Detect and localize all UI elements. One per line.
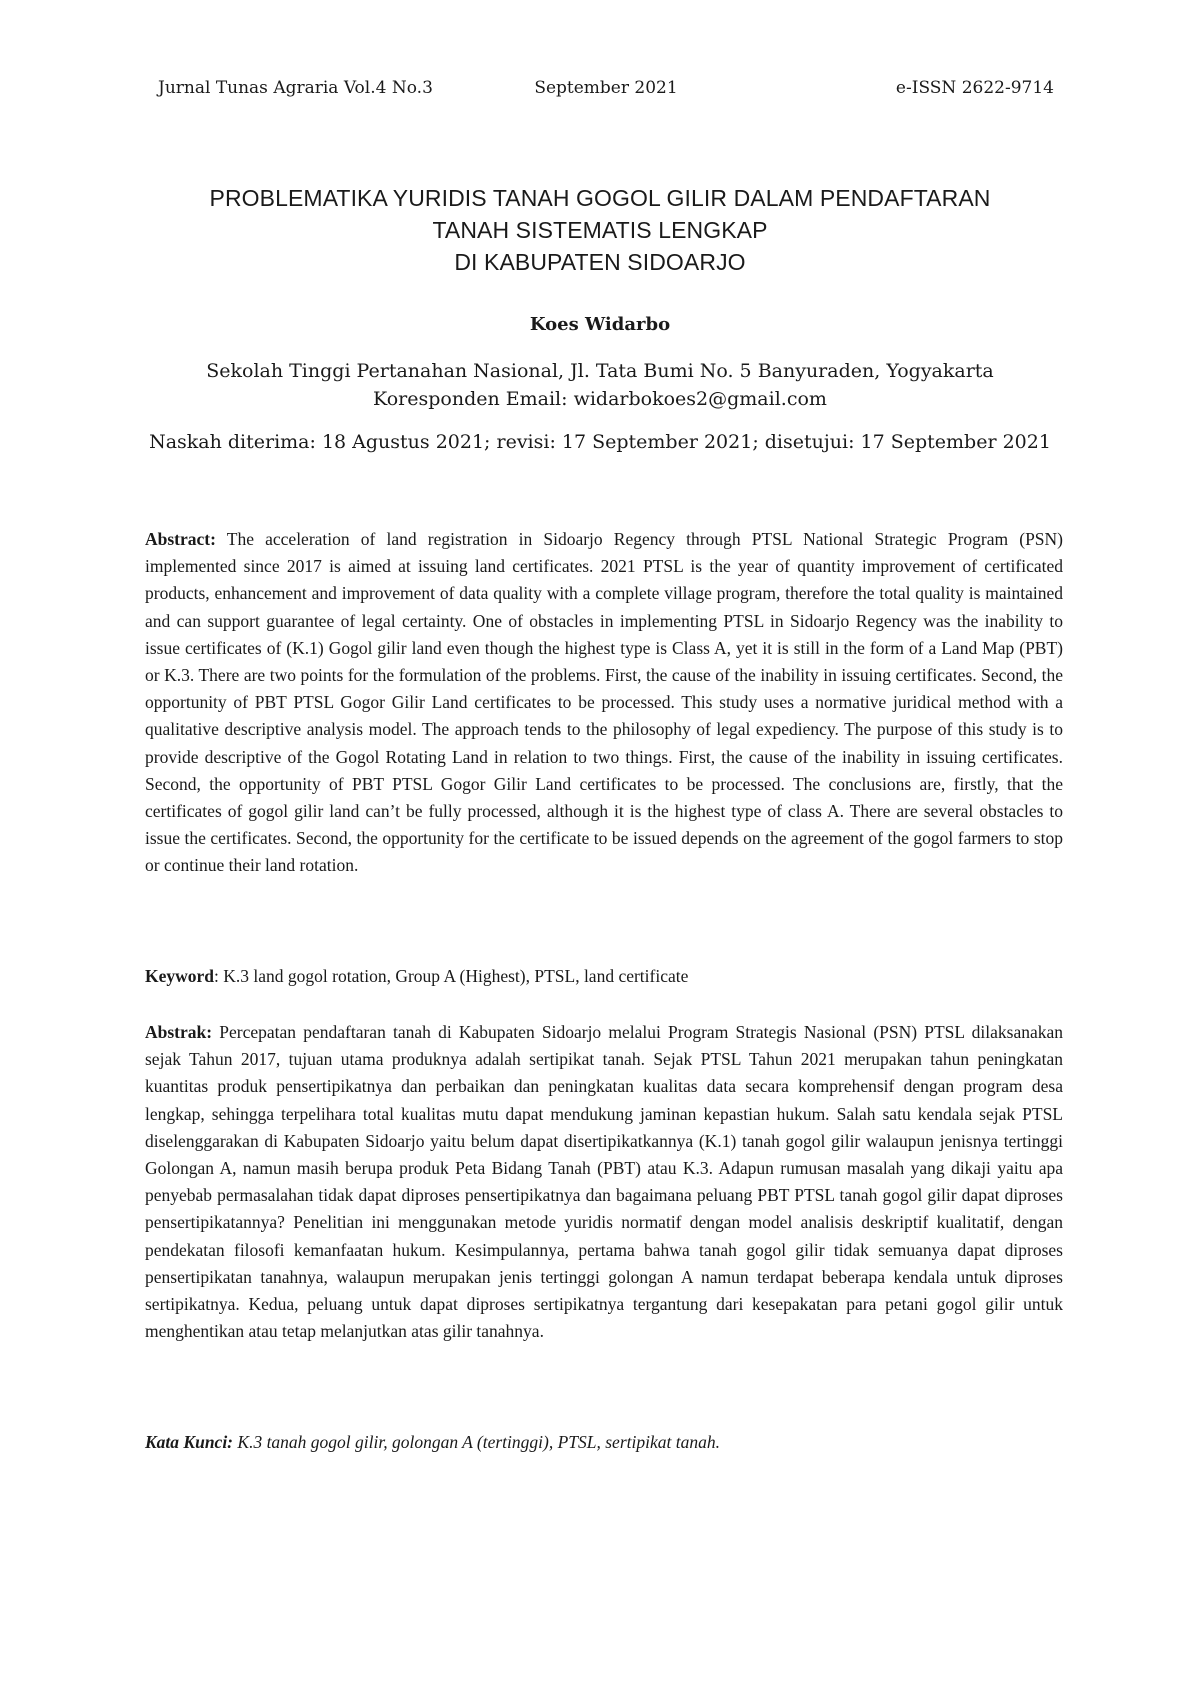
author-name: Koes Widarbo [529, 314, 671, 335]
abstrak-label: Abstrak: [145, 1022, 213, 1042]
kata-kunci-label: Kata Kunci: [145, 1432, 234, 1452]
journal-name: Jurnal Tunas Agraria Vol.4 No.3 [158, 78, 433, 98]
issn: e-ISSN 2622-9714 [895, 78, 1054, 98]
affiliation-block [0, 357, 1200, 413]
correspondence-email: Koresponden Email: widarbokoes2@gmail.com [373, 388, 827, 410]
abstract-english [145, 526, 1063, 880]
keywords-label: Keyword [145, 966, 215, 986]
abstract-label: Abstract: [145, 529, 216, 549]
title-line-1: PROBLEMATIKA YURIDIS TANAH GOGOL GILIR DALAM PENDAFTARAN [209, 185, 991, 211]
abstract-text: The acceleration of land registration in Sidoarjo Regency through PTSL National Strategic Program (PSN) implemented since 2017 is aimed at issuing land certificates. 2021 PTSL is the year of quantity improvement of certificated products, enhancement and improvement of data quality with a complete village program, therefore the total quality is maintained and can support guarantee of legal certainty. One of obstacles in implementing PTSL in Sidoarjo Regency was the inability to issue certificates of (K.1) Gogol gilir land even though the highest type is Class A, yet it is still in the form of a Land Map (PBT) or K.3. There are two points for the formulation of the problems. First, the cause of the inability in issuing certificates. Second, the opportunity of PBT PTSL Gogor Gilir Land certificates to be processed. This study uses a normative juridical method with a qualitative descriptive analysis model. The approach tends to the philosophy of legal expediency. The purpose of this study is to provide descriptive of the Gogol Rotating Land in relation to two things. First, the cause of the inability in issuing certificates. Second, the opportunity of PBT PTSL Gogor Gilir Land certificates to be processed. The conclusions are, firstly, that the certificates of gogol gilir land can’t be fully processed, although it is the highest type of class A. There are several obstacles to issue the certificates. Second, the opportunity for the certificate to be issued depends on the agreement of the gogol farmers to stop or continue their land rotation. [145, 529, 1063, 876]
title-line-3: DI KABUPATEN SIDOARJO [454, 249, 746, 275]
affiliation: Sekolah Tinggi Pertanahan Nasional, Jl. Tata Bumi No. 5 Banyuraden, Yogyakarta [206, 360, 994, 382]
kata-kunci-text: K.3 tanah gogol gilir, golongan A (tertinggi), PTSL, sertipikat tanah. [233, 1432, 720, 1452]
abstract-indonesian [145, 1019, 1063, 1345]
manuscript-dates: Naskah diterima: 18 Agustus 2021; revisi: 17 September 2021; disetujui: 17 September 2021 [149, 431, 1051, 453]
keywords-indonesian [145, 1429, 1063, 1456]
paper-title [110, 182, 1090, 278]
issue-date: September 2021 [534, 78, 678, 98]
running-header [158, 78, 1054, 102]
keywords-english [145, 963, 1063, 990]
abstrak-text: Percepatan pendaftaran tanah di Kabupaten Sidoarjo melalui Program Strategis Nasional (PSN) PTSL dilaksanakan sejak Tahun 2017, tujuan utama produknya adalah sertipikat tanah. Sejak PTSL Tahun 2021 merupakan tahun peningkatan kuantitas produk pensertipikatnya dan perbaikan dan peningkatan kualitas data secara komprehensif dengan program desa lengkap, sehingga terpelihara total kualitas mutu dapat mendukung jaminan kepastian hukum. Salah satu kendala sejak PTSL diselenggarakan di Kabupaten Sidoarjo yaitu belum dapat disertipikatkannya (K.1) tanah gogol gilir walaupun jenisnya tertinggi Golongan A, namun masih berupa produk Peta Bidang Tanah (PBT) atau K.3. Adapun rumusan masalah yang dikaji yaitu apa penyebab permasalahan tidak dapat diproses pensertipikatnya dan bagaimana peluang PBT PTSL tanah gogol gilir dapat diproses pensertipikatannya? Penelitian ini menggunakan metode yuridis normatif dengan model analisis deskriptif kualitatif, dengan pendekatan filosofi kemanfaatan hukum. Kesimpulannya, pertama bahwa tanah gogol gilir tidak semuanya dapat diproses pensertipikatan tanahnya, walaupun merupakan jenis tertinggi golongan A namun terdapat beberapa kendala untuk diproses sertipikatnya. Kedua, peluang untuk dapat diproses sertipikatnya tergantung dari kesepakatan para petani gogol gilir untuk menghentikan atau tetap melanjutkan atas gilir tanahnya. [145, 1022, 1063, 1342]
title-line-2: TANAH SISTEMATIS LENGKAP [432, 217, 768, 243]
keywords-text: : K.3 land gogol rotation, Group A (Highest), PTSL, land certificate [214, 966, 689, 986]
